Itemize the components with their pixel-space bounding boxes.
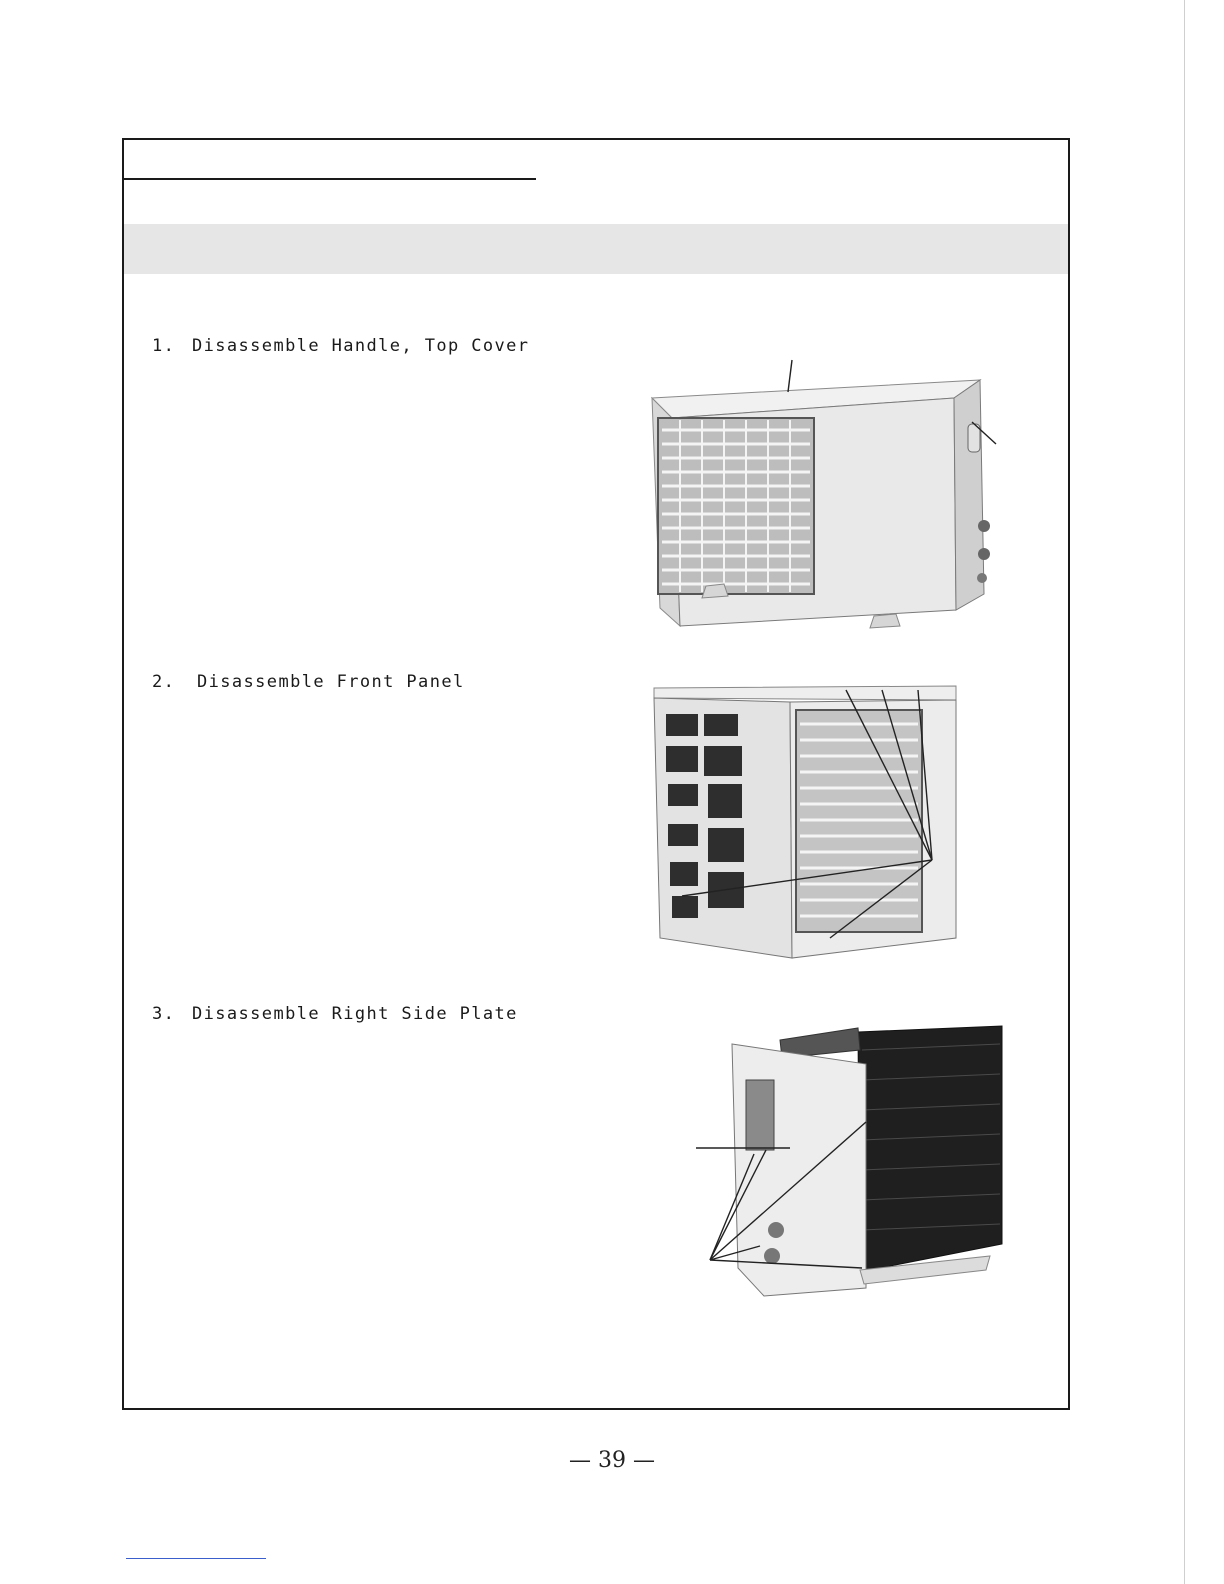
- step-label: Disassemble Front Panel: [197, 672, 465, 692]
- step-2-heading: [152, 672, 465, 692]
- step-1-heading: [152, 336, 529, 356]
- step-number: 3.: [152, 1004, 176, 1024]
- step-label: Disassemble Handle, Top Cover: [192, 336, 530, 356]
- outdoor-unit-right-side-plate-photo: [690, 1020, 1010, 1300]
- footer-link-underline: [126, 1558, 266, 1559]
- outdoor-unit-front-panel-photo: [650, 676, 1036, 966]
- step-label: Disassemble Right Side Plate: [192, 1004, 518, 1024]
- step-number: 1.: [152, 336, 176, 356]
- title-underline: [124, 178, 536, 180]
- outdoor-unit-top-cover-photo: [650, 358, 1000, 638]
- step-number: 2.: [152, 672, 176, 692]
- page-edge-rule: [1184, 0, 1185, 1584]
- section-header-band: [124, 224, 1068, 274]
- content-frame: [122, 138, 1070, 1410]
- step-3-heading: [152, 1004, 518, 1024]
- page-number: — 39 —: [569, 1448, 655, 1473]
